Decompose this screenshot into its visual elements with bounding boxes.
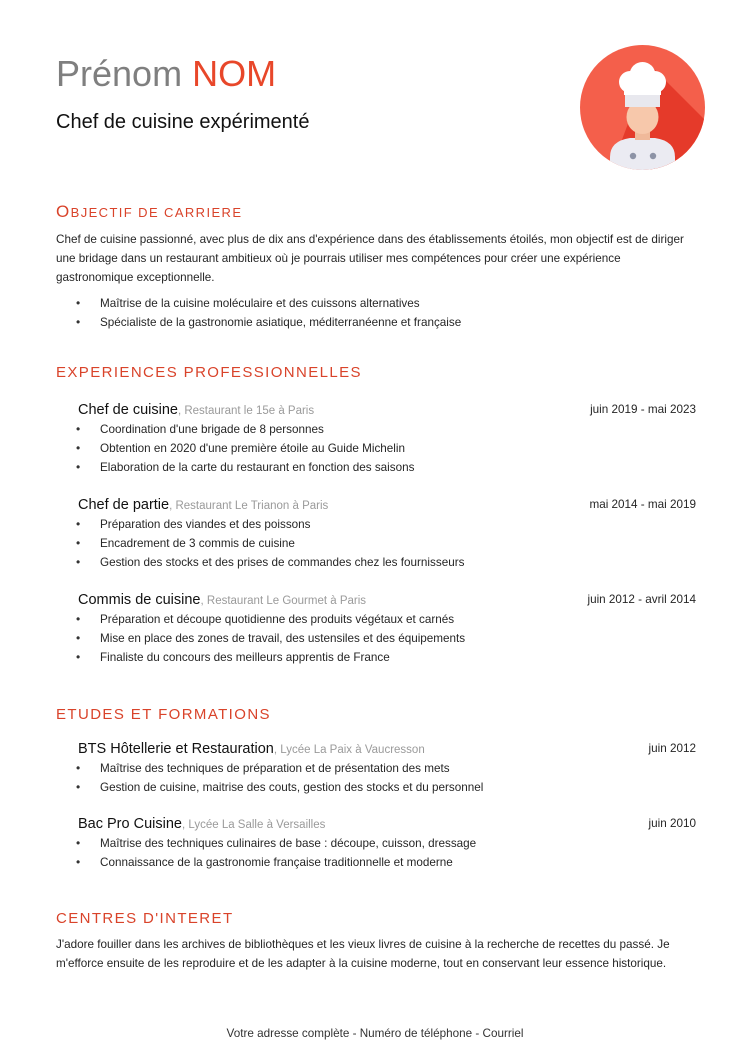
- job-title: Chef de cuisine expérimenté: [56, 111, 310, 133]
- degree-name: Bac Pro Cuisine: [78, 816, 182, 832]
- experience-entry-header: [56, 494, 696, 515]
- last-name: NOM: [192, 53, 277, 94]
- job-role: Chef de cuisine: [78, 402, 178, 418]
- section-title-education: ETUDES ET FORMATIONS: [56, 706, 271, 723]
- job-bullets: [56, 515, 696, 572]
- school-name: , Lycée La Salle à Versailles: [181, 819, 326, 831]
- section-experience: [56, 364, 696, 667]
- section-title-experience: EXPERIENCES PROFESSIONNELLES: [56, 364, 362, 381]
- experience-entry-header: [56, 589, 696, 610]
- list-item: • Préparation et découpe quotidienne des produits végétaux et carnés: [56, 610, 696, 629]
- list-item: • Gestion de cuisine, maitrise des couts, gestion des stocks et du personnel: [56, 778, 696, 797]
- job-role: Chef de partie: [78, 497, 170, 513]
- job-place: , Restaurant Le Trianon à Paris: [169, 500, 329, 512]
- education-entry-header: [56, 738, 696, 759]
- experience-entry: [56, 589, 696, 667]
- list-item: • Encadrement de 3 commis de cuisine: [56, 534, 696, 553]
- section-title-objective: [56, 203, 696, 222]
- list-item: • Mise en place des zones de travail, des ustensiles et des équipements: [56, 629, 696, 648]
- section-objective: [56, 203, 696, 332]
- degree-bullets: [56, 834, 696, 872]
- list-item: • Elaboration de la carte du restaurant en fonction des saisons: [56, 458, 696, 477]
- list-item: • Maîtrise des techniques culinaires de base : découpe, cuisson, dressage: [56, 834, 696, 853]
- education-entry: [56, 738, 696, 797]
- chef-avatar-icon: [580, 45, 705, 170]
- section-title-interests: CENTRES D'INTERET: [56, 910, 234, 927]
- experience-entry-header: [56, 399, 696, 420]
- list-item: • Coordination d'une brigade de 8 personnes: [56, 420, 696, 439]
- degree-name: BTS Hôtellerie et Restauration: [78, 741, 274, 757]
- section-title-rest: BJECTIF DE CARRIERE: [70, 205, 243, 220]
- job-role: Commis de cuisine: [78, 592, 201, 608]
- job-dates: mai 2014 - mai 2019: [589, 498, 696, 511]
- list-item: • Préparation des viandes et des poissons: [56, 515, 696, 534]
- objective-text: Chef de cuisine passionné, avec plus de dix ans d'expérience dans des établissements étoilés, mon objectif est de diriger une bridage dans un restaurant ambitieux où je pourrais utiliser mes compétences pour créer une expérience gastronomique exceptionnelle.: [56, 233, 684, 284]
- list-item: • Connaissance de la gastronomie française traditionnelle et moderne: [56, 853, 696, 872]
- degree-date: juin 2010: [648, 817, 696, 830]
- degree-date: juin 2012: [648, 742, 696, 755]
- list-item: • Spécialiste de la gastronomie asiatique, méditerranéenne et française: [56, 313, 696, 332]
- interests-text: J'adore fouiller dans les archives de bibliothèques et les vieux livres de cuisine à la recherche de recettes du passé. Je m'efforce ensuite de les reproduire et de les adapter à la cuisine moderne, tout en conservant leur essence historique.: [56, 938, 670, 970]
- section-education: [56, 706, 696, 872]
- list-item: • Gestion des stocks et des prises de commandes chez les fournisseurs: [56, 553, 696, 572]
- education-entry: [56, 813, 696, 872]
- section-interests: [56, 910, 696, 973]
- job-bullets: [56, 420, 696, 477]
- list-item: • Finaliste du concours des meilleurs apprentis de France: [56, 648, 696, 667]
- list-item: • Obtention en 2020 d'une première étoile au Guide Michelin: [56, 439, 696, 458]
- experience-entry: [56, 494, 696, 572]
- job-place: , Restaurant Le Gourmet à Paris: [200, 595, 367, 607]
- experience-entry: [56, 399, 696, 477]
- job-dates: juin 2012 - avril 2014: [587, 593, 696, 606]
- objective-bullets: [56, 294, 696, 332]
- school-name: , Lycée La Paix à Vaucresson: [273, 744, 425, 756]
- section-title-first-letter: O: [56, 202, 71, 221]
- list-item: • Maîtrise de la cuisine moléculaire et des cuissons alternatives: [56, 294, 696, 313]
- education-entry-header: [56, 813, 696, 834]
- job-dates: juin 2019 - mai 2023: [590, 403, 696, 416]
- contact-footer: Votre adresse complète - Numéro de téléphone - Courriel: [226, 1027, 524, 1040]
- job-bullets: [56, 610, 696, 667]
- first-name: Prénom: [56, 53, 183, 94]
- degree-bullets: [56, 759, 696, 797]
- job-place: , Restaurant le 15e à Paris: [177, 405, 315, 417]
- candidate-name: [56, 54, 276, 94]
- list-item: • Maîtrise des techniques de préparation et de présentation des mets: [56, 759, 696, 778]
